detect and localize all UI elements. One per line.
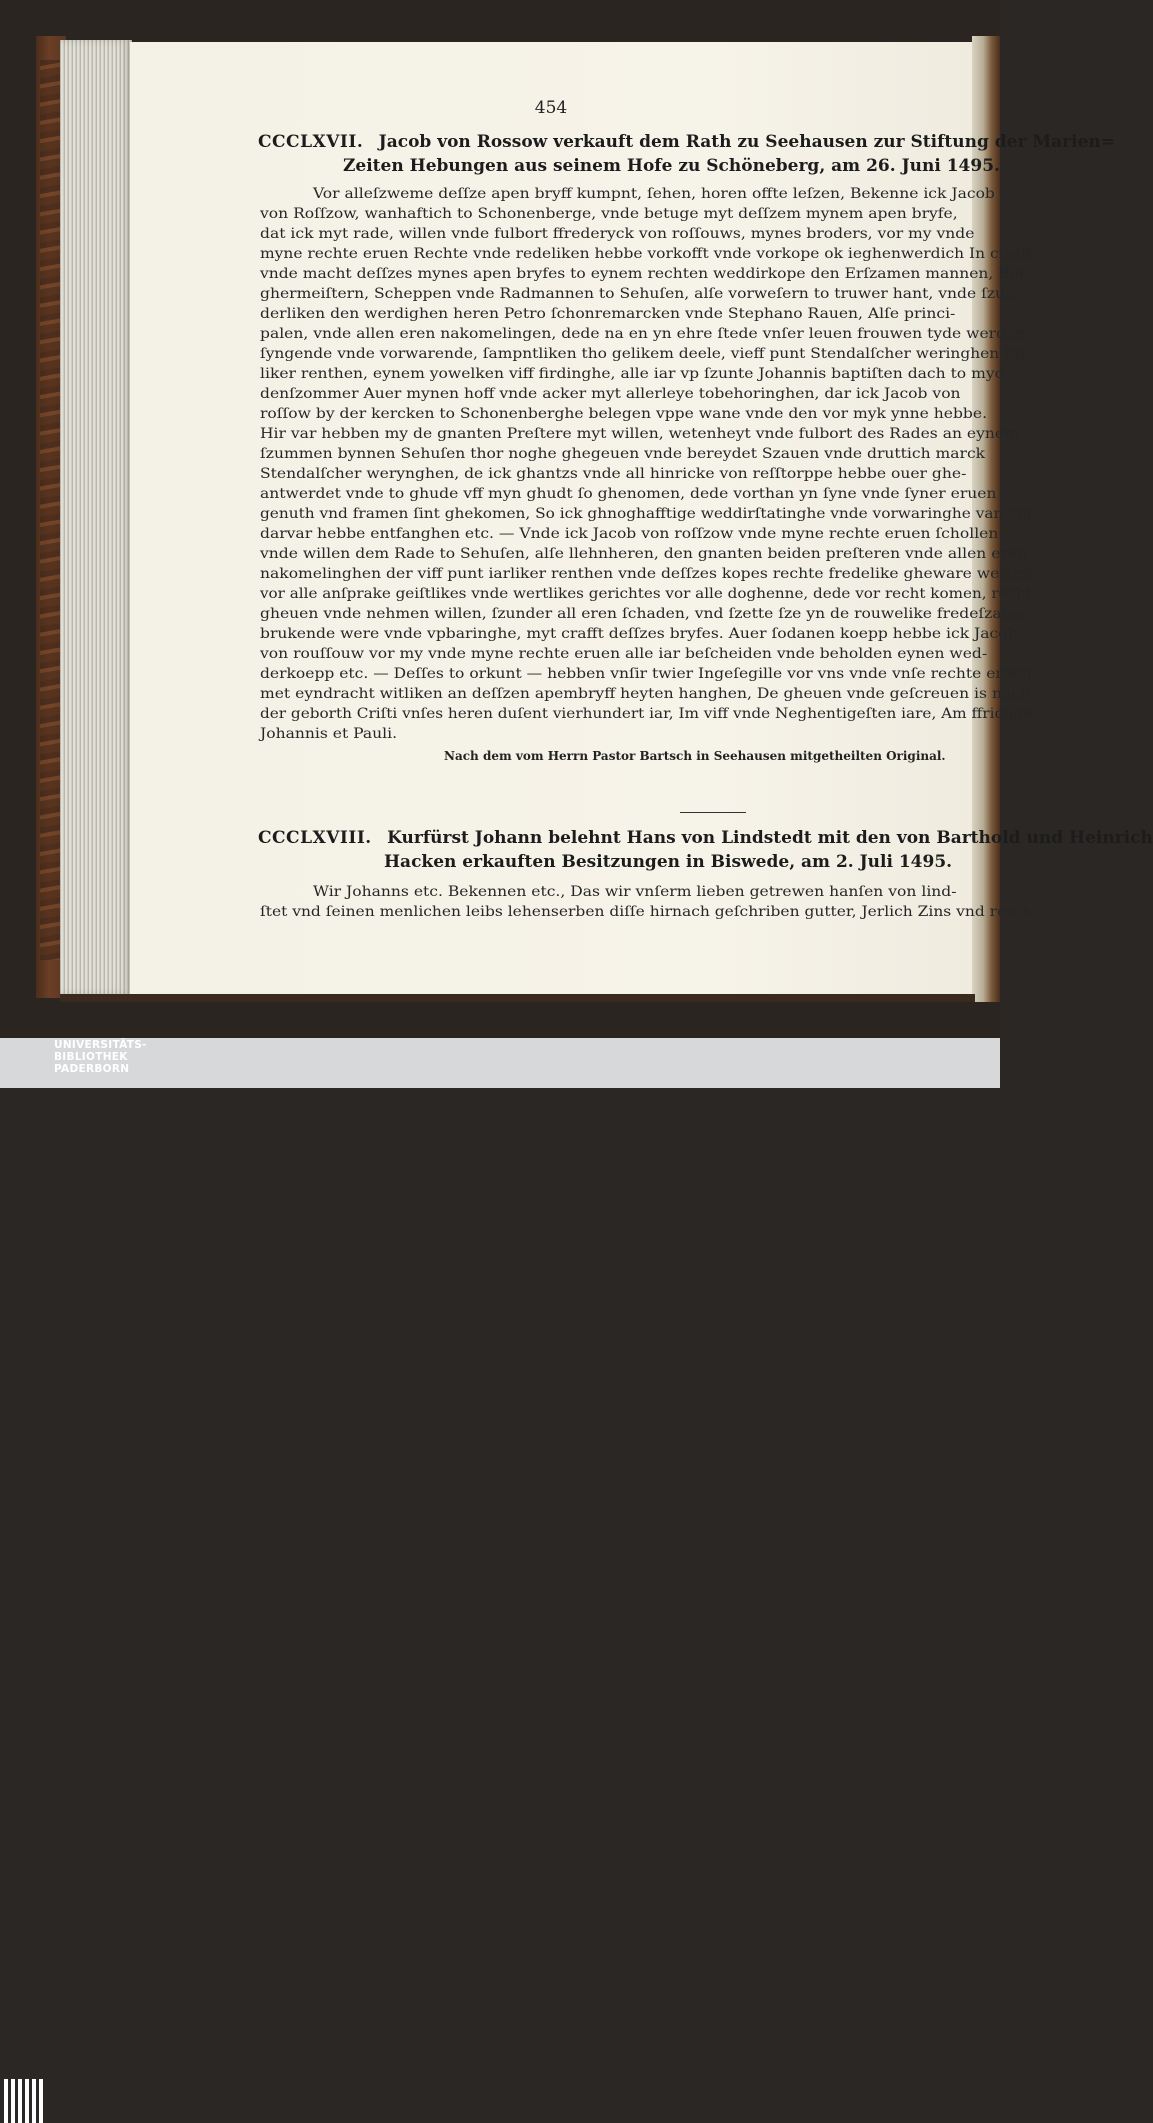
- doc1-line: dat ick myt rade, willen vnde fulbort ffrederyck von roſſouws, mynes broders, vor my vnde: [260, 226, 975, 242]
- doc1-line: ghermeiſtern, Scheppen vnde Radmannen to Sehuſen, alſe vorweſern to truwer hant, vnde ſzun-: [260, 286, 1021, 302]
- doc1-line: derkoepp etc. — Deſſes to orkunt — hebben vnſir twier Ingeſegille vor vns vnde vnſe rechte eruen: [260, 666, 1032, 682]
- doc1-line: liker renthen, eynem yowelken viff firdinghe, alle iar vp ſzunte Johannis baptiſten dach to myd-: [260, 366, 1010, 382]
- doc1-line: palen, vnde allen eren nakomelingen, dede na en yn ehre ſtede vnſer leuen frouwen tyde werden: [260, 326, 1026, 342]
- doc1-line: denſzommer Auer mynen hoff vnde acker myt allerleye tobehoringhen, dar ick Jacob von: [260, 386, 961, 402]
- library-logo-line1: UNIVERSITÄTS-: [54, 1039, 147, 1051]
- page-stack-edges: [60, 40, 132, 995]
- doc1-line: ſyngende vnde vorwarende, ſampntliken tho gelikem deele, vieff punt Stendalſcher weringhen Jar-: [260, 346, 1033, 362]
- doc1-title-text: Jacob von Rossow verkauft dem Rath zu Seehausen zur Stiftung der Marien=: [378, 132, 1116, 152]
- doc1-line: ſzummen bynnen Sehuſen thor noghe ghegeuen vnde bereydet Szauen vnde druttich marck: [260, 446, 986, 462]
- footer-bar: [0, 1038, 1000, 1088]
- doc1-title-line2: [343, 156, 1000, 176]
- doc1-line: vor alle anſprake geiſtlikes vnde wertlikes gerichtes vor alle doghenne, dede vor recht komen, recht: [260, 586, 1032, 602]
- doc2-title-line2: [384, 852, 952, 872]
- library-logo-line3: PADERBORN: [54, 1063, 130, 1075]
- doc1-line: nakomelinghen der viff punt iarliker renthen vnde deſſzes kopes rechte fredelike gheware weſzen: [260, 566, 1033, 582]
- doc1-line: von rouſſouw vor my vnde myne rechte eruen alle iar beſcheiden vnde beholden eynen wed-: [260, 646, 988, 662]
- doc1-line: Johannis et Pauli.: [260, 726, 398, 742]
- doc1-line: vnde willen dem Rade to Sehuſen, alſe llehnheren, den gnanten beiden preſteren vnde allen eren: [260, 546, 1028, 562]
- section-divider: [680, 812, 746, 813]
- doc2-title-text-2: Hacken erkauften Besitzungen in Biswede, am 2. Juli 1495.: [384, 852, 953, 872]
- doc1-line: roſſow by der kercken to Schonenberghe belegen vppe wane vnde den vor myk ynne hebbe.: [260, 406, 988, 422]
- doc1-number: CCCLXVII.: [258, 132, 364, 152]
- doc2-line: Wir Johanns etc. Bekennen etc., Das wir vnſerm lieben getrewen hanſen von lind-: [313, 884, 957, 900]
- doc2-title-text: Kurfürst Johann belehnt Hans von Lindstedt mit den von Barthold und Heinrich: [387, 828, 1153, 848]
- doc2-number: CCCLXVIII.: [258, 828, 372, 848]
- doc1-line: vnde macht deſſzes mynes apen bryfes to eynem rechten weddirkope den Erſzamen mannen, Bor-: [260, 266, 1032, 282]
- library-logo-icon: [4, 2079, 50, 2123]
- page-number: 454: [534, 98, 568, 118]
- scan-image: [0, 0, 1153, 1038]
- doc2-title-line1: [258, 828, 1153, 848]
- doc1-line: antwerdet vnde to ghude vff myn ghudt ſo ghenomen, dede vorthan yn ſyne vnde ſyner eruen: [260, 486, 997, 502]
- doc1-line: Stendalſcher werynghen, de ick ghantzs vnde all hinricke von reſſtorppe hebbe ouer ghe-: [260, 466, 967, 482]
- doc1-title-text-2: Zeiten Hebungen aus seinem Hofe zu Schöneberg, am 26. Juni 1495.: [343, 156, 1000, 176]
- doc2-line: ſtet vnd ſeinen menlichen leibs lehenserben diſſe hirnach geſchriben gutter, Jerlich Zins vnd renth: [260, 904, 1033, 920]
- doc1-line: Hir var hebben my de gnanten Preſtere myt willen, wetenheyt vnde fulbort des Rades an eynem: [260, 426, 1019, 442]
- marbled-cover-pattern: [40, 60, 60, 960]
- doc1-line: myne rechte eruen Rechte vnde redeliken hebbe vorkofft vnde vorkope ok ieghenwerdich In crafft: [260, 246, 1033, 262]
- doc1-line: genuth vnd framen ſint ghekomen, So ick ghnoghafftige weddirſtatinghe vnde vorwaringhe van om: [260, 506, 1033, 522]
- doc1-line: der geborth Criſti vnſes heren duſent vierhundert iar, Im viff vnde Neghentigeſten iare, Am ffridage: [260, 706, 1033, 722]
- book-page: [130, 42, 1153, 994]
- page-shadow: [60, 994, 975, 1002]
- source-note: Nach dem vom Herrn Pastor Bartsch in Seehausen mitgetheilten Original.: [444, 749, 946, 763]
- doc1-line: von Roſſzow, wanhaftich to Schonenberge, vnde betuge myt deſſzem mynem apen bryfe,: [260, 206, 958, 222]
- library-logo-line2: BIBLIOTHEK: [54, 1051, 128, 1063]
- doc1-line: darvar hebbe entfanghen etc. — Vnde ick Jacob von roſſzow vnde myne rechte eruen ſchollen: [260, 526, 999, 542]
- doc1-line: derliken den werdighen heren Petro ſchonremarcken vnde Stephano Rauen, Alſe princi-: [260, 306, 956, 322]
- doc1-line: gheuen vnde nehmen willen, ſzunder all eren ſchaden, vnd ſzette ſze yn de rouwelike fredeſzame: [260, 606, 1026, 622]
- doc1-title-line1: [258, 132, 1115, 152]
- doc1-line: Vor alleſzweme deſſze apen bryff kumpnt, ſehen, horen offte leſzen, Bekenne ick Jacob: [313, 186, 995, 202]
- doc1-line: brukende were vnde vpbaringhe, myt crafft deſſzes bryfes. Auer ſodanen koepp hebbe ick Jacob: [260, 626, 1018, 642]
- doc1-line: met eyndracht witliken an deſſzen apembryff heyten hanghen, De gheuen vnde geſcreuen is nach: [260, 686, 1030, 702]
